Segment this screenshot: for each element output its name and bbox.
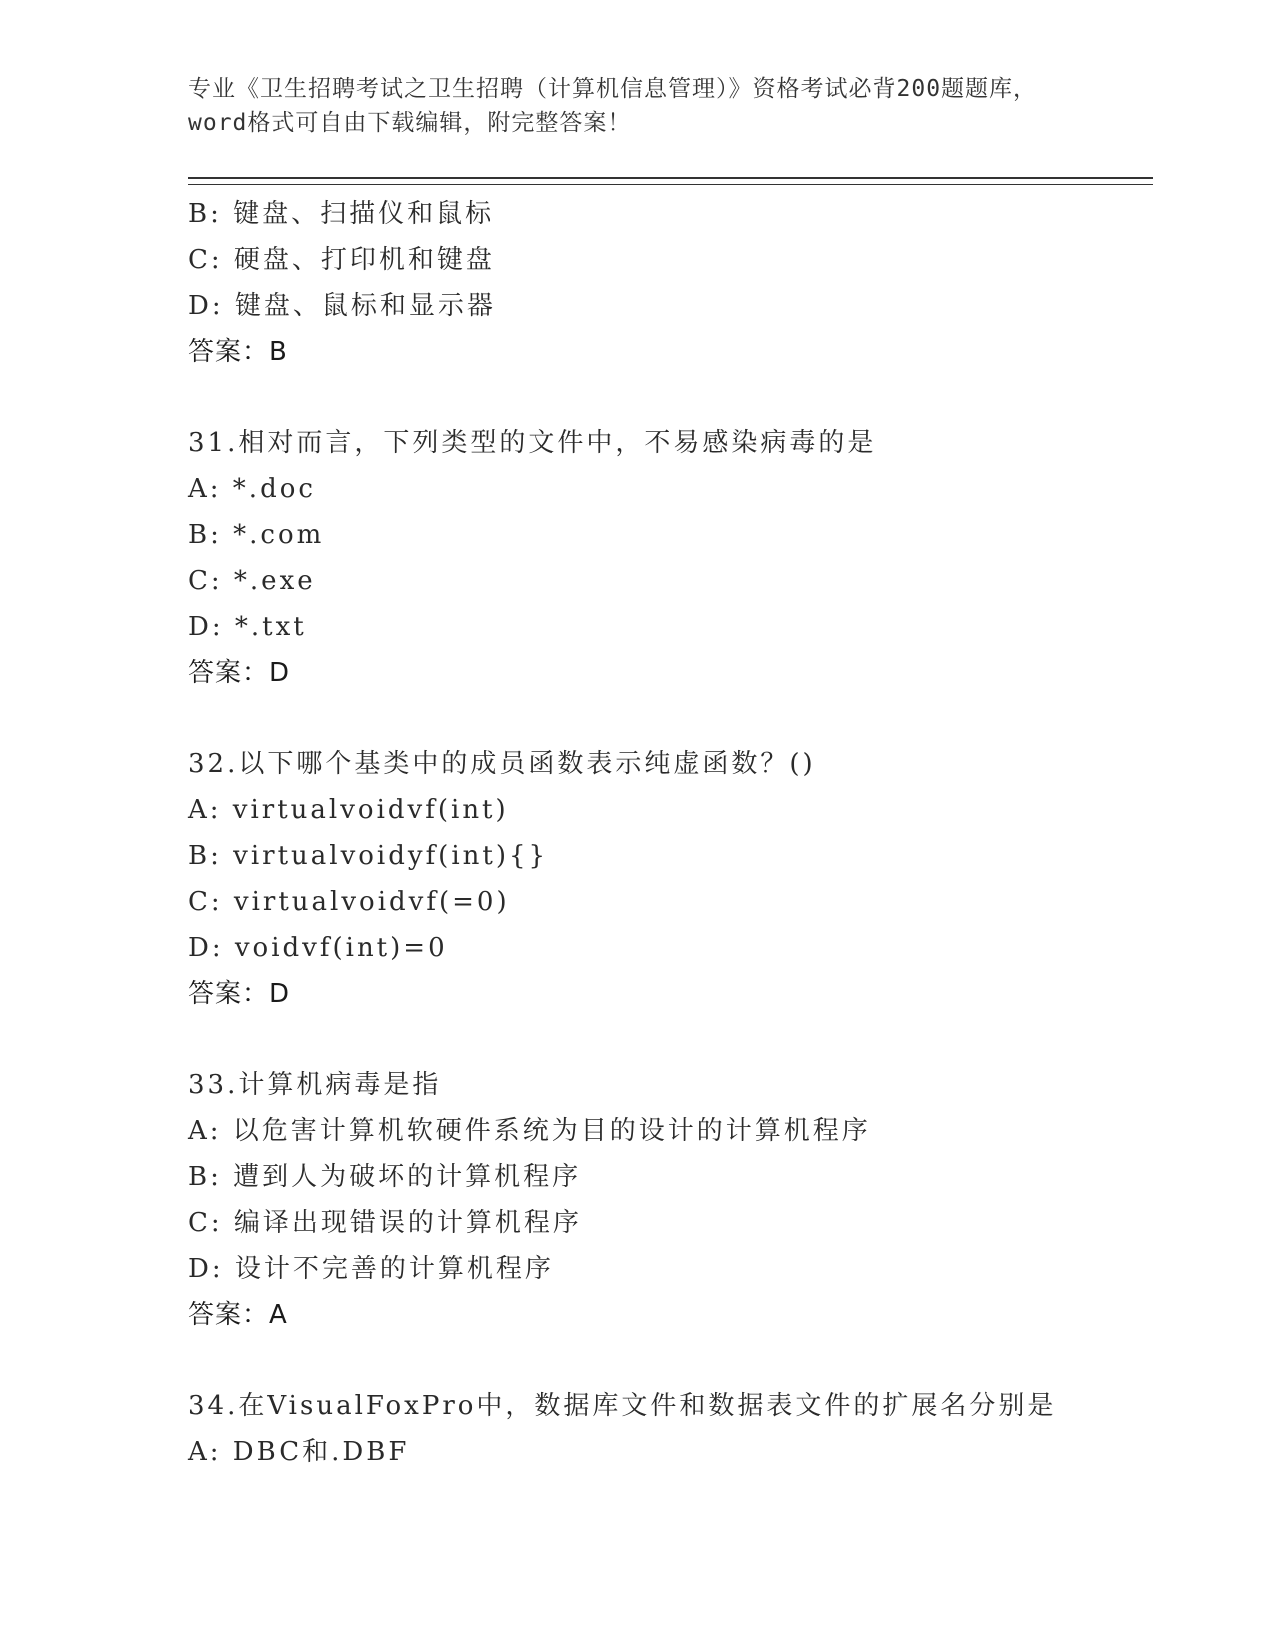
answer-label: 答案：D [188,658,291,688]
option-c: C: *.exe [188,566,316,596]
header-line-1: 专业《卫生招聘考试之卫生招聘（计算机信息管理）》资格考试必背200题题库， [188,76,1038,102]
option-d: D: 键盘、鼠标和显示器 [188,291,496,321]
question-32 [188,741,1148,1017]
header-divider-thick [188,177,1153,179]
option-c: C: virtualvoidvf(=0) [188,887,510,917]
block-spacer [188,1017,1148,1062]
header-divider-thin [188,184,1153,185]
question-text: 32.以下哪个基类中的成员函数表示纯虚函数？() [188,749,816,779]
option-d: D: voidvf(int)=0 [188,933,448,963]
question-33 [188,1062,1148,1338]
option-b: B: 遭到人为破坏的计算机程序 [188,1162,582,1192]
question-text: 34.在VisualFoxPro中，数据库文件和数据表文件的扩展名分别是 [188,1391,1057,1421]
question-34 [188,1383,1148,1475]
block-spacer [188,696,1148,741]
answer-label: 答案：B [188,337,288,367]
option-b: B: 键盘、扫描仪和鼠标 [188,199,495,229]
header-line-2: word格式可自由下载编辑，附完整答案！ [188,110,632,136]
option-d: D: *.txt [188,612,307,642]
option-a: A: DBC和.DBF [188,1437,410,1467]
answer-label: 答案：D [188,979,291,1009]
block-spacer [188,1338,1148,1383]
option-d: D: 设计不完善的计算机程序 [188,1254,554,1284]
question-text: 31.相对而言，下列类型的文件中，不易感染病毒的是 [188,428,877,458]
question-30-continued [188,191,1148,375]
question-31 [188,420,1148,696]
block-spacer [188,375,1148,420]
option-a: A: 以危害计算机软硬件系统为目的设计的计算机程序 [188,1116,871,1146]
option-b: B: *.com [188,520,325,550]
option-a: A: virtualvoidvf(int) [188,795,509,825]
answer-label: 答案：A [188,1300,288,1330]
document-header [188,72,1088,140]
option-c: C: 编译出现错误的计算机程序 [188,1208,582,1238]
option-a: A: *.doc [188,474,316,504]
option-c: C: 硬盘、打印机和键盘 [188,245,495,275]
option-b: B: virtualvoidyf(int){} [188,841,549,871]
question-text: 33.计算机病毒是指 [188,1070,442,1100]
question-list [188,191,1148,1475]
